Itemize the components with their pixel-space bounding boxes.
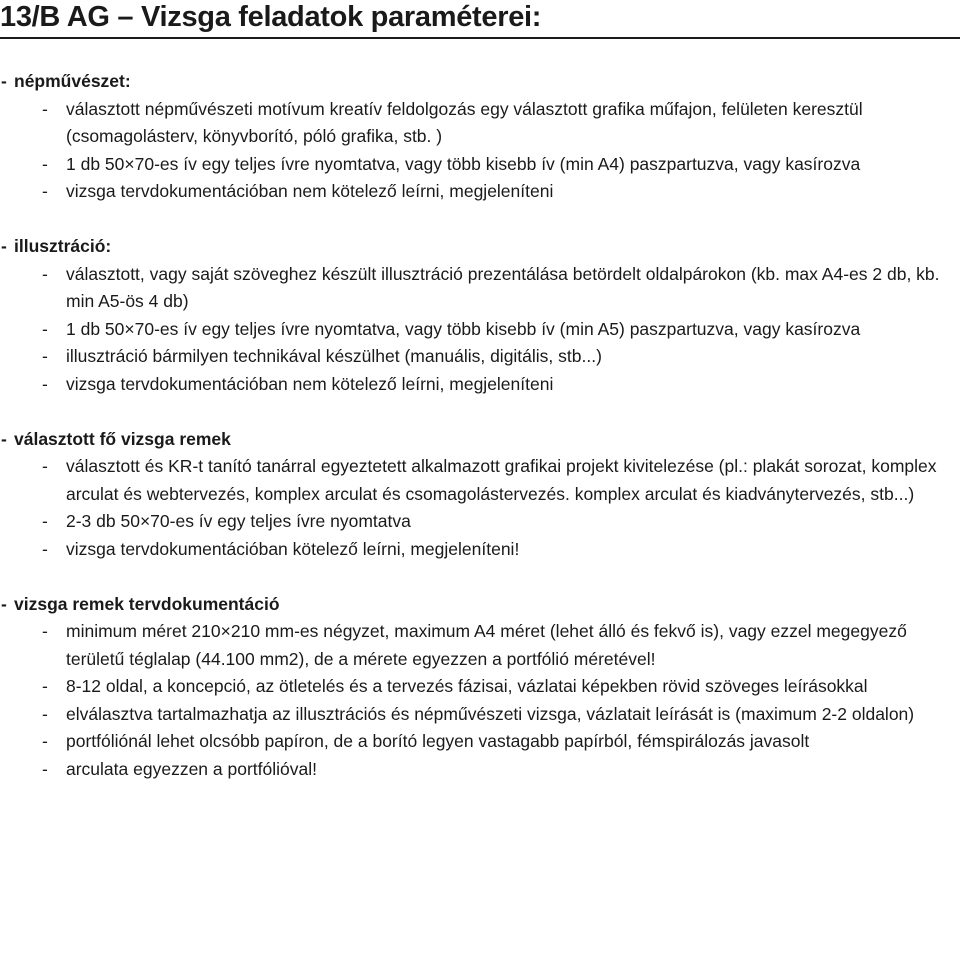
list-item bbox=[0, 618, 960, 673]
section-tervdokumentacio bbox=[0, 591, 960, 784]
section-heading-text: illusztráció: bbox=[14, 236, 112, 256]
list-item-text: portfóliónál lehet olcsóbb papíron, de a borító legyen vastagabb papírból, fémspirálozás javasolt bbox=[66, 731, 810, 751]
item-list bbox=[0, 453, 960, 563]
list-item-text: minimum méret 210×210 mm-es négyzet, maximum A4 méret (lehet álló és fekvő is), vagy ezzel megegyező területű téglalap (44.100 mm2), de a mérete egyezzen a portfólió méretével! bbox=[66, 621, 907, 669]
bullet-dash: - bbox=[42, 703, 48, 724]
list-item bbox=[0, 178, 960, 206]
item-list bbox=[0, 618, 960, 783]
bullet-dash: - bbox=[42, 263, 48, 284]
bullet-dash: - bbox=[42, 181, 48, 201]
list-item-text: elválasztva tartalmazhatja az illusztrációs és népművészeti vizsga, vázlatait leírását is (maximum 2-2 oldalon) bbox=[66, 703, 915, 724]
bullet-dash: - bbox=[1, 593, 7, 614]
item-list bbox=[0, 261, 960, 399]
section-heading bbox=[0, 68, 960, 96]
list-item-text: vizsga tervdokumentációban nem kötelező leírni, megjeleníteni bbox=[66, 181, 554, 201]
list-item-text: illusztráció bármilyen technikával készülhet (manuális, digitális, stb...) bbox=[66, 346, 602, 366]
list-item-text: választott, vagy saját szöveghez készült illusztráció prezentálása betördelt oldalpárokon (kb. max A4-es 2 db, kb. min A5-ös 4 db) bbox=[66, 263, 940, 311]
document-body bbox=[0, 68, 960, 811]
bullet-dash: - bbox=[42, 758, 48, 779]
bullet-dash: - bbox=[42, 98, 48, 119]
bullet-dash: - bbox=[1, 236, 7, 256]
bullet-dash: - bbox=[42, 373, 48, 394]
list-item bbox=[0, 151, 960, 179]
section-heading bbox=[0, 591, 960, 619]
list-item bbox=[0, 316, 960, 344]
bullet-dash: - bbox=[1, 71, 7, 91]
page-title: 13/B AG – Vizsga feladatok paraméterei: bbox=[0, 1, 542, 33]
bullet-dash: - bbox=[42, 346, 48, 366]
bullet-dash: - bbox=[42, 538, 48, 559]
bullet-dash: - bbox=[42, 456, 48, 476]
section-heading bbox=[0, 426, 960, 454]
section-heading bbox=[0, 233, 960, 261]
section-heading-text: népművészet: bbox=[14, 71, 131, 91]
bullet-dash: - bbox=[42, 731, 48, 751]
list-item-text: választott és KR-t tanító tanárral egyeztetett alkalmazott grafikai projekt kivitelezése (pl.: plakát sorozat, komplex arculat és webtervezés, komplex arculat és csomagolástervezés. komplex arculat és kiadványtervezés, stb...) bbox=[66, 456, 937, 504]
list-item-text: választott népművészeti motívum kreatív feldolgozás egy választott grafika műfajon, felületen keresztül (csomagolásterv, könyvborító, póló grafika, stb. ) bbox=[66, 98, 863, 146]
title-divider bbox=[0, 37, 960, 39]
bullet-dash: - bbox=[42, 318, 48, 339]
list-item bbox=[0, 673, 960, 701]
list-item bbox=[0, 756, 960, 784]
section-heading-text: választott fő vizsga remek bbox=[14, 428, 231, 449]
list-item bbox=[0, 261, 960, 316]
list-item bbox=[0, 508, 960, 536]
bullet-dash: - bbox=[42, 676, 48, 696]
list-item bbox=[0, 96, 960, 151]
list-item bbox=[0, 701, 960, 729]
list-item bbox=[0, 728, 960, 756]
list-item-text: 8-12 oldal, a koncepció, az ötletelés és a tervezés fázisai, vázlatai képekben rövid szöveges leírásokkal bbox=[66, 676, 868, 696]
list-item-text: vizsga tervdokumentációban kötelező leírni, megjeleníteni! bbox=[66, 538, 520, 559]
item-list bbox=[0, 96, 960, 206]
list-item bbox=[0, 536, 960, 564]
list-item-text: arculata egyezzen a portfólióval! bbox=[66, 758, 317, 779]
section-nepmuveszet bbox=[0, 68, 960, 206]
section-illusztracio bbox=[0, 233, 960, 398]
section-fo-vizsga-remek bbox=[0, 426, 960, 564]
list-item-text: 1 db 50×70-es ív egy teljes ívre nyomtatva, vagy több kisebb ív (min A5) paszpartuzva, vagy kasírozva bbox=[66, 318, 861, 339]
bullet-dash: - bbox=[42, 511, 48, 531]
list-item bbox=[0, 453, 960, 508]
list-item-text: 1 db 50×70-es ív egy teljes ívre nyomtatva, vagy több kisebb ív (min A4) paszpartuzva, vagy kasírozva bbox=[66, 153, 861, 174]
list-item bbox=[0, 343, 960, 371]
list-item-text: vizsga tervdokumentációban nem kötelező leírni, megjeleníteni bbox=[66, 373, 554, 394]
list-item bbox=[0, 371, 960, 399]
bullet-dash: - bbox=[1, 428, 7, 449]
bullet-dash: - bbox=[42, 153, 48, 174]
list-item-text: 2-3 db 50×70-es ív egy teljes ívre nyomtatva bbox=[66, 511, 411, 531]
bullet-dash: - bbox=[42, 621, 48, 641]
section-heading-text: vizsga remek tervdokumentáció bbox=[14, 593, 280, 614]
